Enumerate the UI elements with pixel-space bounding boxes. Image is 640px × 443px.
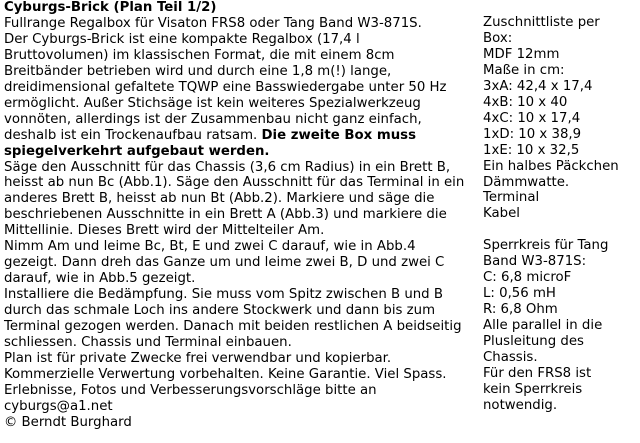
cutlist-line: 1xD: 10 x 38,9	[483, 126, 582, 142]
body-text: Nimm Am und leime Bc, Bt, E und zwei C darauf, wie in Abb.4	[4, 239, 416, 255]
text-line	[4, 112, 476, 128]
filter-line: Plusleitung des	[483, 334, 584, 350]
cutlist-line: Maße in cm:	[483, 62, 565, 78]
cutlist-line: Ein halbes Päckchen	[483, 158, 619, 174]
page-title: Cyburgs-Brick (Plan Teil 1/2)	[4, 0, 217, 15]
text-line	[4, 144, 476, 160]
cutlist-line: Box:	[483, 30, 513, 46]
text-line	[4, 255, 476, 271]
filter-line: Für den FRS8 ist	[483, 366, 592, 382]
filter-line: Chassis.	[483, 350, 538, 366]
text-line	[4, 128, 476, 144]
text-line	[4, 207, 476, 223]
cutlist-line: Zuschnittliste per	[483, 15, 600, 30]
cutlist-line: 1xE: 10 x 32,5	[483, 142, 580, 158]
body-text: vonnöten, allerdings ist der Zusammenbau nicht ganz einfach,	[4, 111, 422, 127]
body-text: Breitbänder betrieben wird und durch eine 1,8 m(!) lange,	[4, 63, 392, 79]
text-line	[4, 32, 476, 48]
body-text: Plan ist für private Zwecke frei verwendbar und kopierbar.	[4, 350, 392, 366]
body-text: dreidimensional gefaltete TQWP eine Basswiedergabe unter 50 Hz	[4, 79, 447, 95]
text-line	[4, 80, 476, 96]
text-line	[4, 64, 476, 80]
body-text: Erlebnisse, Fotos und Verbesserungsvorschläge bitte an	[4, 382, 377, 398]
text-line	[4, 415, 476, 431]
body-text: darauf, wie in Abb.5 gezeigt.	[4, 271, 196, 287]
body-text: cyburgs@a1.net	[4, 398, 113, 414]
cutlist-line: Terminal	[483, 190, 540, 206]
text-line	[4, 287, 476, 303]
text-line	[4, 175, 476, 191]
main-text-column	[4, 0, 476, 431]
cutlist-line: 4xB: 10 x 40	[483, 94, 568, 110]
filter-line: L: 0,56 mH	[483, 286, 556, 302]
filter-line: Band W3-871S:	[483, 254, 587, 270]
emphasis-text: spiegelverkehrt aufgebaut werden.	[4, 143, 270, 159]
text-line	[4, 303, 476, 319]
cutlist-line: Kabel	[483, 206, 520, 222]
body-text: durch das schmale Loch ins andere Stockwerk und dann bis zum	[4, 303, 436, 319]
body-text: anderes Brett B, heisst ab nun Bt (Abb.2). Markiere und säge die	[4, 191, 435, 207]
cutlist-line: 4xC: 10 x 17,4	[483, 110, 581, 126]
instructions-body	[4, 16, 476, 431]
emphasis-text: Die zweite Box muss	[261, 127, 416, 143]
text-line	[4, 191, 476, 207]
text-line	[4, 271, 476, 287]
body-text: heisst ab nun Bc (Abb.1). Säge den Ausschnitt für das Terminal in ein	[4, 175, 465, 191]
body-text: Fullrange Regalbox für Visaton FRS8 oder Tang Band W3-871S.	[4, 15, 422, 31]
body-text: Mittellinie. Dieses Brett wird der Mittelteiler Am.	[4, 223, 325, 239]
body-text: Der Cyburgs-Brick ist eine kompakte Regalbox (17,4 l	[4, 31, 360, 47]
cutlist-line: MDF 12mm	[483, 46, 560, 62]
body-text: beschriebenen Ausschnitte in ein Brett A (Abb.3) und markiere die	[4, 207, 447, 223]
cutlist-line: 3xA: 42,4 x 17,4	[483, 78, 593, 94]
filter-section	[483, 238, 638, 413]
text-line	[4, 16, 476, 32]
text-line	[4, 399, 476, 415]
text-line	[4, 319, 476, 335]
body-text: ermöglicht. Außer Stichsäge ist kein weiteres Spezialwerkzeug	[4, 95, 421, 111]
filter-line: kein Sperrkreis	[483, 381, 583, 397]
text-line	[4, 351, 476, 367]
text-line	[4, 239, 476, 255]
body-text: © Berndt Burghard	[4, 414, 132, 430]
filter-line: R: 6,8 Ohm	[483, 302, 558, 318]
filter-line: notwendig.	[483, 397, 558, 413]
body-text: gezeigt. Dann dreh das Ganze um und leime zwei B, D und zwei C	[4, 255, 445, 271]
text-line	[4, 367, 476, 383]
body-text: Kommerzielle Verwertung vorbehalten. Keine Garantie. Viel Spass.	[4, 366, 447, 382]
filter-line: Sperrkreis für Tang	[483, 238, 609, 254]
text-line	[4, 96, 476, 112]
text-line	[4, 160, 476, 176]
text-line	[4, 335, 476, 351]
text-line	[4, 48, 476, 64]
body-text: Terminal gezogen werden. Danach mit beiden restlichen A beidseitig	[4, 319, 462, 335]
body-text: schliessen. Chassis und Terminal einbauen.	[4, 335, 292, 351]
filter-line: Alle parallel in die	[483, 318, 603, 334]
body-text: deshalb ist ein Trockenaufbau ratsam.	[4, 127, 262, 143]
body-text: Bruttovolumen) im klassischen Format, die mit einem 8cm	[4, 47, 395, 63]
filter-line: C: 6,8 microF	[483, 270, 572, 286]
sidebar-column	[483, 15, 638, 414]
text-line	[4, 383, 476, 399]
cutlist-line: Dämmwatte.	[483, 174, 570, 190]
body-text: Säge den Ausschnitt für das Chassis (3,6 cm Radius) in ein Brett B,	[4, 159, 451, 175]
section-gap	[483, 222, 638, 238]
body-text: Installiere die Bedämpfung. Sie muss vom Spitz zwischen B und B	[4, 287, 443, 303]
cutlist-section	[483, 15, 638, 222]
text-line	[4, 223, 476, 239]
